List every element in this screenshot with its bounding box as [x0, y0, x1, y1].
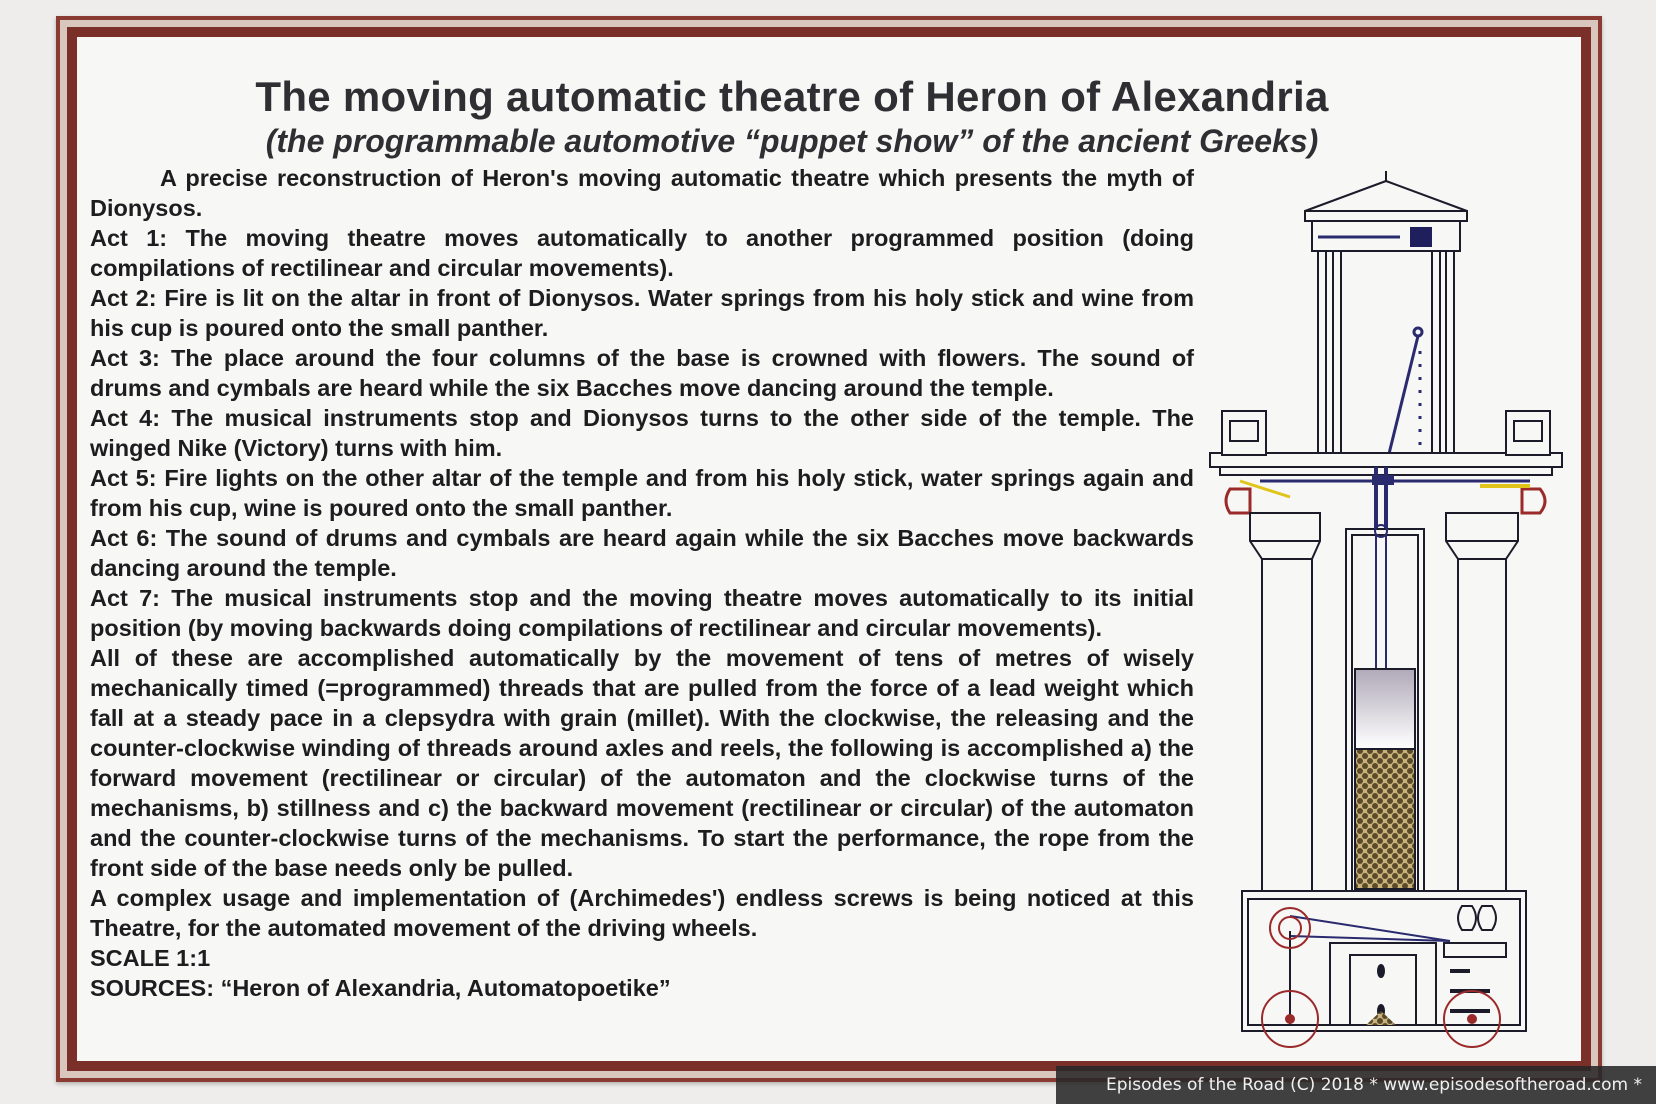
- mechanism-paragraph: All of these are accomplished automatically by the movement of tens of metres of wisely mechanically timed (=programmed) threads that are pulled from the force of a lead weight which fall at a steady pace in a clepsydra with grain (millet). With the clockwise, the releasing and the counter-clockwise winding of threads around axles and reels, the following is accomplished a) the forward movement (rectilinear or circular) of the automaton and the clockwise turns of the mechanisms, b) stillness and c) the backward movement (rectilinear or circular) of the automaton and the counter-clockwise turns of the mechanisms. To start the performance, the rope from the front side of the base needs only be pulled.: [90, 645, 1194, 881]
- sign-frame: [56, 16, 1602, 1082]
- act-4-paragraph: Act 4: The musical instruments stop and Dionysos turns to the other side of the temple. The winged Nike (Victory) turns with him.: [90, 405, 1194, 461]
- base-right-column: [1446, 513, 1518, 891]
- temple-columns: [1318, 251, 1454, 456]
- holy-stick: [1386, 328, 1422, 466]
- act-2-paragraph: Act 2: Fire is lit on the altar in front of Dionysos. Water springs from his holy stick and wine from his cup is poured onto the small panther.: [90, 285, 1194, 341]
- act-6-paragraph: Act 6: The sound of drums and cymbals are heard again while the six Bacches move backwards dancing around the temple.: [90, 525, 1194, 581]
- frame-inner-border: [60, 20, 1598, 1078]
- act-3-paragraph: Act 3: The place around the four columns of the base is crowned with flowers. The sound of drums and cymbals are heard while the six Bacches move dancing around the temple.: [90, 345, 1194, 401]
- millet-grain: [1355, 749, 1415, 889]
- clepsydra: [1346, 525, 1424, 891]
- temple-roof: [1305, 171, 1467, 251]
- act-7-paragraph: Act 7: The musical instruments stop and the moving theatre moves automatically to its initial position (by moving backwards doing compilations of rectilinear and circular movements).: [90, 585, 1194, 641]
- sign-subtitle: (the programmable automotive “puppet show” of the ancient Greeks): [265, 123, 1319, 159]
- screws-paragraph: A complex usage and implementation of (Archimedes') endless screws is being noticed at this Theatre, for the automated movement of the driving wheels.: [90, 885, 1194, 941]
- sign-body: [90, 163, 1194, 1003]
- scale-line: SCALE 1:1: [90, 945, 211, 971]
- sign-title: The moving automatic theatre of Heron of Alexandria: [255, 73, 1329, 120]
- base-left-column: [1250, 513, 1320, 891]
- base-mechanism-box: [1242, 891, 1526, 1031]
- intro-paragraph: A precise reconstruction of Heron's moving automatic theatre which presents the myth of Dionysos.: [90, 165, 1194, 221]
- sources-line: SOURCES: “Heron of Alexandria, Automatopoetike”: [90, 975, 671, 1001]
- act-1-paragraph: Act 1: The moving theatre moves automatically to another programmed position (doing compilations of rectilinear and circular movements).: [90, 225, 1194, 281]
- frame-inner-border-dark: [67, 27, 1591, 1071]
- sign-panel: [77, 37, 1581, 1061]
- theatre-diagram: [1200, 171, 1590, 1091]
- watermark: Episodes of the Road (C) 2018 * www.episodesoftheroad.com *: [1056, 1066, 1656, 1104]
- lead-weight: [1355, 669, 1415, 749]
- act-5-paragraph: Act 5: Fire lights on the other altar of the temple and from his holy stick, water springs again and from his cup, wine is poured onto the small panther.: [90, 465, 1194, 521]
